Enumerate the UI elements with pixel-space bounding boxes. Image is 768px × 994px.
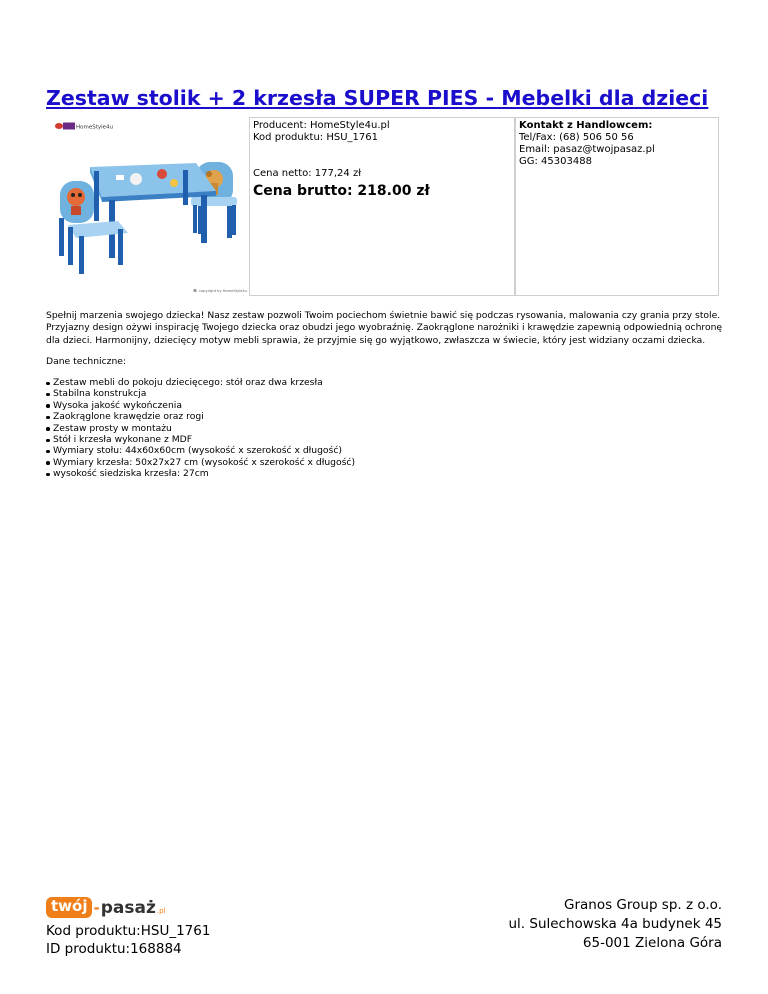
product-info-table bbox=[46, 117, 719, 296]
product-title-link[interactable]: Zestaw stolik + 2 krzesła SUPER PIES - Mebelki dla dzieci bbox=[46, 86, 709, 110]
list-item: Wysoka jakość wykończenia bbox=[46, 400, 355, 411]
footer-product-id: ID produktu:168884 bbox=[46, 941, 182, 957]
company-address bbox=[508, 896, 722, 953]
producer-text: Producent: HomeStyle4u.pl bbox=[253, 120, 390, 131]
svg-text:HomeStyle4u: HomeStyle4u bbox=[76, 124, 114, 131]
twojpasaz-logo bbox=[46, 897, 210, 918]
product-image-cell bbox=[46, 117, 248, 294]
company-city: 65-001 Zielona Góra bbox=[582, 935, 722, 951]
contact-gg: GG: 45303488 bbox=[519, 156, 592, 167]
company-street: ul. Sulechowska 4a budynek 45 bbox=[508, 916, 722, 932]
list-item: wysokość siedziska krzesła: 27cm bbox=[46, 468, 355, 479]
product-description: Spełnij marzenia swojego dziecka! Nasz zestaw pozwoli Twoim pociechom świetnie bawić się podczas rysowania, malowania czy grania przy stole. Przyjazny design ożywi inspirację Twojego dziecka oraz obudzi jego wyobraźnię. Zaokrąglone narożniki i krawędzie zapewnią odpowiednią ochronę dla dzieci. Harmonijny, dziecięcy motyw mebli sprawia, że przyjmie się go wyjątkowo, zwłaszcza w świecie, który jest widziany oczami dziecka. bbox=[46, 310, 723, 346]
technical-data-heading: Dane techniczne: bbox=[46, 356, 127, 367]
footer-left bbox=[46, 897, 210, 958]
contact-cell bbox=[515, 117, 719, 296]
net-price-text: Cena netto: 177,24 zł bbox=[253, 168, 362, 179]
company-name: Granos Group sp. z o.o. bbox=[563, 897, 722, 913]
price-info-cell bbox=[249, 117, 515, 296]
svg-text:copyright by HomeStyle4u: copyright by HomeStyle4u bbox=[199, 289, 247, 293]
table-illustration bbox=[90, 163, 216, 258]
brand-logo-icon bbox=[55, 123, 113, 131]
copyright-caption bbox=[193, 289, 247, 293]
logo-dash: - bbox=[93, 899, 100, 917]
contact-phone: Tel/Fax: (68) 506 50 56 bbox=[519, 132, 634, 143]
list-item: Stabilna konstrukcja bbox=[46, 388, 355, 399]
contact-email: Email: pasaz@twojpasaz.pl bbox=[519, 144, 655, 155]
logo-word: pasaż bbox=[100, 898, 156, 918]
list-item: Zestaw mebli do pokoju dziecięcego: stół oraz dwa krzesła bbox=[46, 377, 355, 388]
list-item: Zaokrąglone krawędzie oraz rogi bbox=[46, 411, 355, 422]
product-code-text: Kod produktu: HSU_1761 bbox=[253, 132, 378, 143]
list-item: Zestaw prosty w montażu bbox=[46, 423, 355, 434]
technical-features-list bbox=[46, 377, 355, 480]
list-item: Stół i krzesła wykonane z MDF bbox=[46, 434, 355, 445]
contact-heading: Kontakt z Handlowcem: bbox=[519, 120, 653, 131]
list-item: Wymiary stołu: 44x60x60cm (wysokość x szerokość x długość) bbox=[46, 445, 355, 456]
logo-tld: .pl bbox=[156, 907, 166, 915]
footer-product-code: Kod produktu:HSU_1761 bbox=[46, 923, 211, 939]
gross-price-text: Cena brutto: 218.00 zł bbox=[253, 183, 430, 199]
logo-badge: twój bbox=[46, 897, 92, 918]
product-image bbox=[46, 117, 248, 296]
list-item: Wymiary krzesła: 50x27x27 cm (wysokość x szerokość x długość) bbox=[46, 457, 355, 468]
